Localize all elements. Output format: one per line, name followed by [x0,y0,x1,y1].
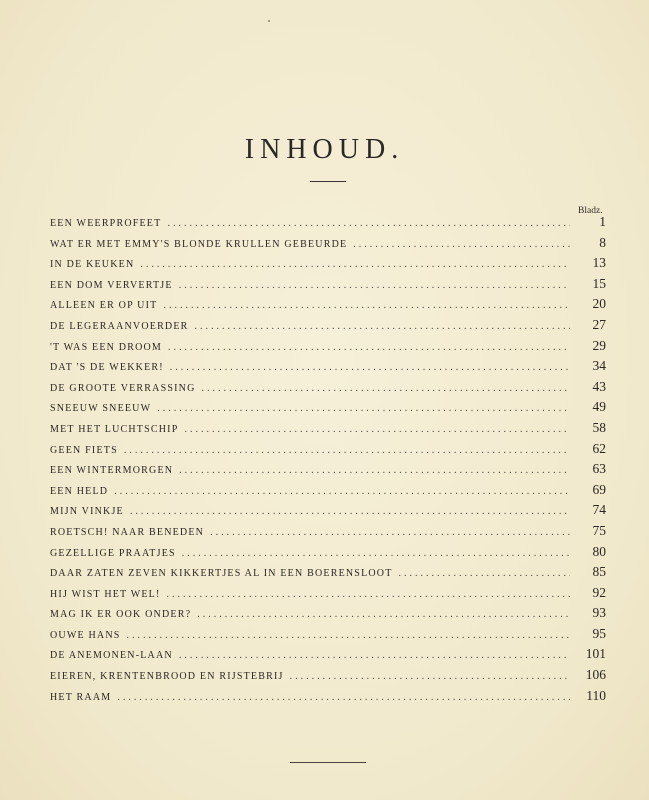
dot-leader [127,630,570,641]
dot-leader [399,568,570,579]
entry-page: 93 [592,605,606,621]
page-title: INHOUD. [244,134,405,165]
entry-title: ALLEEN ER OP UIT [50,300,158,312]
dot-leader [184,424,570,435]
toc-entry [50,441,606,462]
entry-page: 101 [585,646,606,662]
entry-page: 85 [592,564,606,580]
entry-title: EEN HELD [50,485,109,497]
toc-entry [50,667,606,688]
dot-leader [124,445,570,456]
entry-title: GEZELLIGE PRAATJES [50,547,176,559]
toc-entry [50,420,606,441]
entry-title: OUWE HANS [50,629,121,641]
entry-page: 49 [592,399,606,415]
entry-page: 95 [592,625,606,641]
entry-page: 43 [592,378,606,394]
toc-entry [50,214,606,235]
entry-page: 20 [592,296,606,312]
entry-page: 92 [592,584,606,600]
toc-entry [50,605,606,626]
entry-title: DE LEGERAANVOERDER [50,320,189,332]
toc-entry [50,255,606,276]
dot-leader [130,506,570,517]
toc-entry [50,338,606,359]
toc-entry [50,399,606,420]
toc-entry [50,358,606,379]
entry-page: 69 [592,481,606,497]
toc-entry [50,688,606,709]
entry-title: EEN DOM VERVERTJE [50,279,173,291]
entry-page: 75 [592,522,606,538]
dot-leader [182,548,570,559]
dot-leader [117,692,570,703]
entry-page: 27 [592,316,606,332]
entry-title: EIEREN, KRENTENBROOD EN RIJSTEBRIJ [50,671,284,683]
dot-leader [197,609,570,620]
paper-speck [268,20,270,22]
entry-page: 13 [592,255,606,271]
dot-leader [290,671,570,682]
entry-page: 63 [592,461,606,477]
entry-page: 80 [592,543,606,559]
entry-title: EEN WINTERMORGEN [50,465,174,477]
entry-page: 8 [599,234,606,250]
toc-entry [50,544,606,565]
dot-leader [166,589,570,600]
dot-leader [195,321,570,332]
dot-leader [170,362,570,373]
toc-entry [50,461,606,482]
entry-title: HET RAAM [50,691,112,703]
toc-entry [50,585,606,606]
toc-entry [50,482,606,503]
entry-page: 15 [592,275,606,291]
entry-page: 29 [592,337,606,353]
dot-leader [179,280,570,291]
entry-page: 58 [592,419,606,435]
entry-title: SNEEUW SNEEUW [50,403,152,415]
dot-leader [210,527,570,538]
entry-page: 62 [592,440,606,456]
entry-title: ROETSCH! NAAR BENEDEN [50,526,205,538]
entry-title: DE GROOTE VERRASSING [50,382,196,394]
title-divider [310,181,346,182]
entry-title: DAT 'S DE WEKKER! [50,362,164,374]
entry-title: EEN WEERPROFEET [50,218,162,229]
entry-page: 1 [599,214,606,229]
entry-title: MIJN VINKJE [50,506,124,518]
entry-title: HIJ WIST HET WEL! [50,588,161,600]
bottom-divider [290,762,366,763]
entry-title: DAAR ZATEN ZEVEN KIKKERTJES AL IN EEN BOERENSLOOT [50,568,393,580]
dot-leader [353,239,570,250]
toc-entry [50,502,606,523]
dot-leader [167,218,570,229]
toc-entry [50,646,606,667]
entry-title: MAG IK ER OOK ONDER? [50,609,192,621]
entry-page: 34 [592,358,606,374]
entry-title: MET HET LUCHTSCHIP [50,423,179,435]
entry-page: 74 [592,502,606,518]
dot-leader [163,300,570,311]
toc-entry [50,296,606,317]
toc-entry [50,564,606,585]
dot-leader [179,465,570,476]
page-column-label: Bladz. [578,206,603,216]
entry-page: 110 [586,687,606,703]
toc-entry [50,626,606,647]
dot-leader [140,259,570,270]
entry-title: GEEN FIETS [50,444,118,456]
entry-title: DE ANEMONEN-LAAN [50,650,173,662]
dot-leader [157,403,570,414]
table-of-contents [50,214,606,708]
entry-title: 'T WAS EEN DROOM [50,341,163,353]
dot-leader [202,383,571,394]
dot-leader [168,342,570,353]
dot-leader [114,486,570,497]
entry-title: IN DE KEUKEN [50,259,135,271]
toc-entry [50,235,606,256]
entry-title: WAT ER MET EMMY'S BLONDE KRULLEN GEBEURDE [50,238,348,250]
toc-entry [50,379,606,400]
toc-entry [50,276,606,297]
dot-leader [179,650,570,661]
toc-entry [50,523,606,544]
toc-entry [50,317,606,338]
entry-page: 106 [585,667,606,683]
